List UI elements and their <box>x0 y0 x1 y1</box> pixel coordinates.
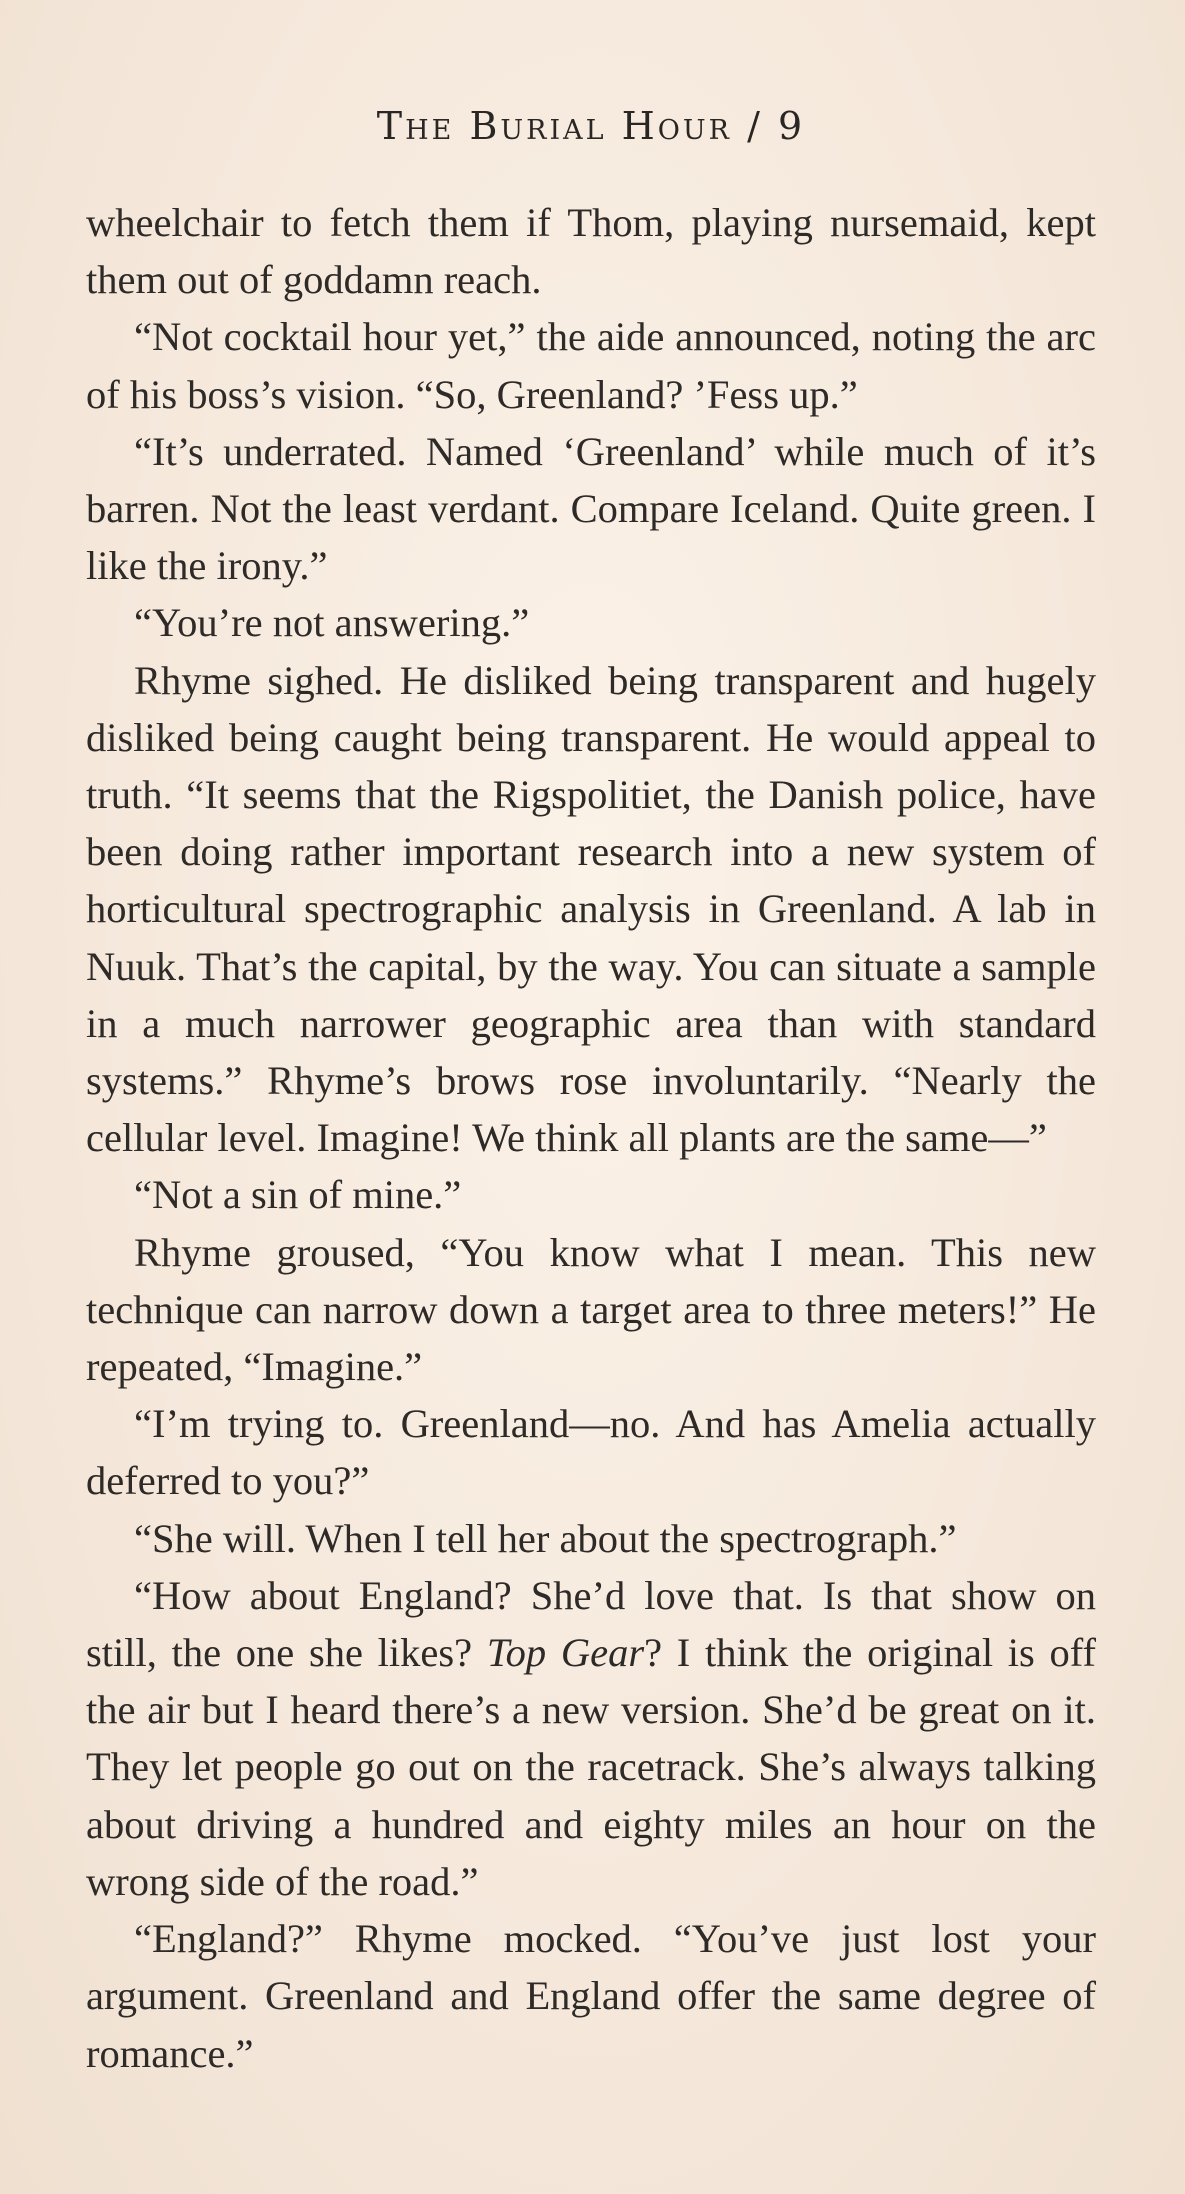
book-page <box>86 100 1096 2082</box>
text-segment: ? I think the original is off the air but I heard there’s a new version. She’d be great on it. They let people go out on the racetrack. She’s always talking about driving a hundred and eighty miles an hour on the wrong side of the road.” <box>86 1630 1096 1904</box>
paragraph <box>86 194 1096 308</box>
text-segment: Rhyme sighed. He disliked being transparent and hugely disliked being caught being transparent. He would appeal to truth. “It seems that the Rigspolitiet, the Danish police, have been doing rather important research into a new system of horticultural spectrographic analysis in Greenland. A lab in Nuuk. That’s the capital, by the way. You can situate a sample in a much narrower geographic area than with standard systems.” Rhyme’s brows rose involuntarily. “Nearly the cellular level. Imagine! We think all plants are the same—” <box>86 657 1096 1161</box>
text-segment: “Not cocktail hour yet,” the aide announced, noting the arc of his boss’s vision. “So, Greenland? ’Fess up.” <box>86 314 1096 417</box>
running-head <box>86 100 1096 152</box>
paragraph <box>86 1510 1096 1567</box>
paragraph <box>86 1910 1096 2082</box>
text-segment: “I’m trying to. Greenland—no. And has Amelia actually deferred to you?” <box>86 1401 1096 1504</box>
paragraph <box>86 594 1096 651</box>
body-text <box>86 194 1096 2082</box>
text-segment: “Not a sin of mine.” <box>134 1172 462 1218</box>
text-segment: “How about England? She’d love that. Is that show on still, the one she likes? <box>86 1572 1096 1676</box>
head-separator: / <box>747 104 763 148</box>
text-segment: “She will. When I tell her about the spectrograph.” <box>134 1515 957 1561</box>
paragraph <box>86 652 1096 1167</box>
paragraph <box>86 1224 1096 1396</box>
text-segment: Rhyme groused, “You know what I mean. This new technique can narrow down a target area to three meters!” He repeated, “Imagine.” <box>86 1229 1096 1390</box>
italic-title: Top Gear <box>486 1630 645 1676</box>
page-number: 9 <box>778 104 806 148</box>
paragraph <box>86 423 1096 595</box>
text-segment: “It’s underrated. Named ‘Greenland’ while much of it’s barren. Not the least verdant. Compare Iceland. Quite green. I like the irony.” <box>86 428 1096 589</box>
text-segment: “You’re not answering.” <box>134 600 530 646</box>
paragraph <box>86 1395 1096 1509</box>
paragraph <box>86 1567 1096 1910</box>
book-title: The Burial Hour <box>376 104 733 148</box>
text-segment: wheelchair to fetch them if Thom, playing nursemaid, kept them out of goddamn reach. <box>86 200 1096 303</box>
paragraph <box>86 1166 1096 1223</box>
text-segment: “England?” Rhyme mocked. “You’ve just lost your argument. Greenland and England offer the same degree of romance.” <box>86 1916 1096 2076</box>
paragraph <box>86 308 1096 422</box>
